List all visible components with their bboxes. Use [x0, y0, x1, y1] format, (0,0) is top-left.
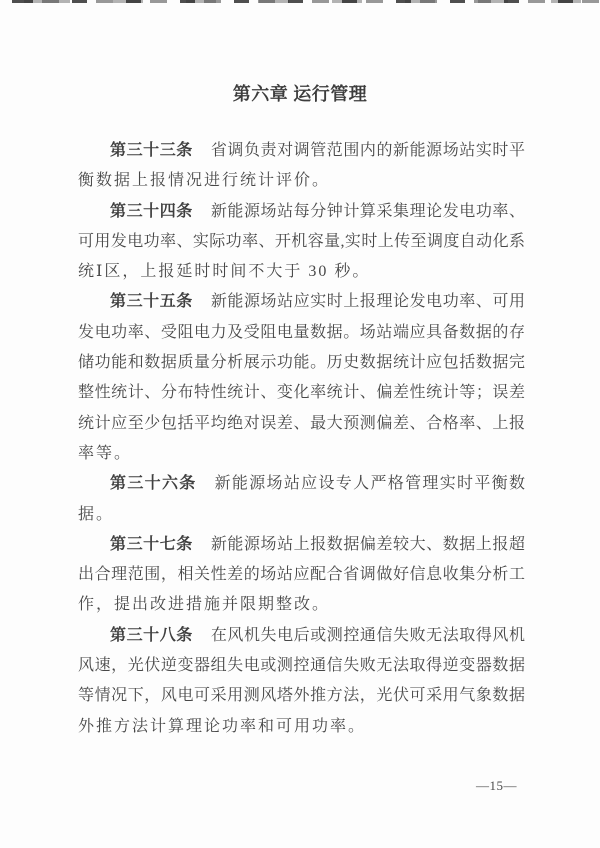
article-number: 第三十八条: [110, 626, 193, 644]
article-6-line-4: 外推方法计算理论功率和可用功率。: [78, 717, 367, 735]
line-text: 新能源场站上报数据偏差较大、数据上报超: [210, 535, 525, 553]
article-1-line-1: [78, 136, 525, 166]
article-3-line-5: 统计应至少包括平均绝对误差、最大预测偏差、合格率、上报: [78, 414, 525, 432]
article-5-line-2: 出合理范围，相关性差的场站应配合省调做好信息收集分析工: [78, 566, 525, 584]
article-3-line-6: 率等。: [78, 444, 133, 462]
article-1-line-2: 衡数据上报情况进行统计评价。: [78, 172, 331, 190]
line-text: 省调负责对调管范围内的新能源场站实时平: [210, 142, 525, 159]
article-5-line-1: [78, 530, 525, 560]
article-6-line-3: 等情况下，风电可采用测风塔外推方法，光伏可采用气象数据: [78, 687, 525, 705]
article-3-line-2: 发电功率、受阻电力及受阻电量数据。场站端应具备数据的存: [78, 323, 525, 341]
article-2-line-3: 统Ⅰ区，上报延时时间不大于 30 秒。: [78, 263, 371, 281]
article-4-line-2: 据。: [78, 505, 115, 523]
article-2-line-2: 可用发电功率、实际功率、开机容量,实时上传至调度自动化系: [78, 232, 525, 250]
article-6-line-1: [78, 621, 525, 651]
line-text: 新能源场站应实时上报理论发电功率、可用: [210, 293, 525, 311]
chapter-heading: 第六章 运行管理: [232, 84, 368, 104]
article-6-line-2: 风速，光伏逆变器组失电或测控通信失败无法取得逆变器数据: [78, 657, 525, 675]
page-number: —15—: [476, 778, 517, 793]
article-number: 第三十三条: [110, 142, 193, 159]
article-number: 第三十六条: [110, 475, 197, 493]
article-5-line-3: 作，提出改进措施并限期整改。: [78, 596, 331, 614]
article-4-line-1: [78, 469, 525, 499]
article-3-line-3: 储功能和数据质量分析展示功能。历史数据统计应包括数据完: [78, 354, 525, 372]
article-3-line-4: 整性统计、分布特性统计、变化率统计、偏差性统计等；误差: [78, 384, 525, 402]
line-text: 在风机失电后或测控通信失败无法取得风机: [210, 626, 525, 644]
document-body: [78, 136, 525, 742]
line-text: 新能源场站应设专人严格管理实时平衡数: [214, 475, 525, 493]
article-3-line-1: [78, 287, 525, 317]
article-number: 第三十五条: [110, 293, 193, 311]
article-number: 第三十四条: [110, 202, 193, 220]
scan-artifact-top-edge: [0, 0, 600, 3]
article-2-line-1: [78, 197, 525, 227]
line-text: 新能源场站每分钟计算采集理论发电功率、: [210, 202, 525, 220]
article-number: 第三十七条: [110, 535, 193, 553]
